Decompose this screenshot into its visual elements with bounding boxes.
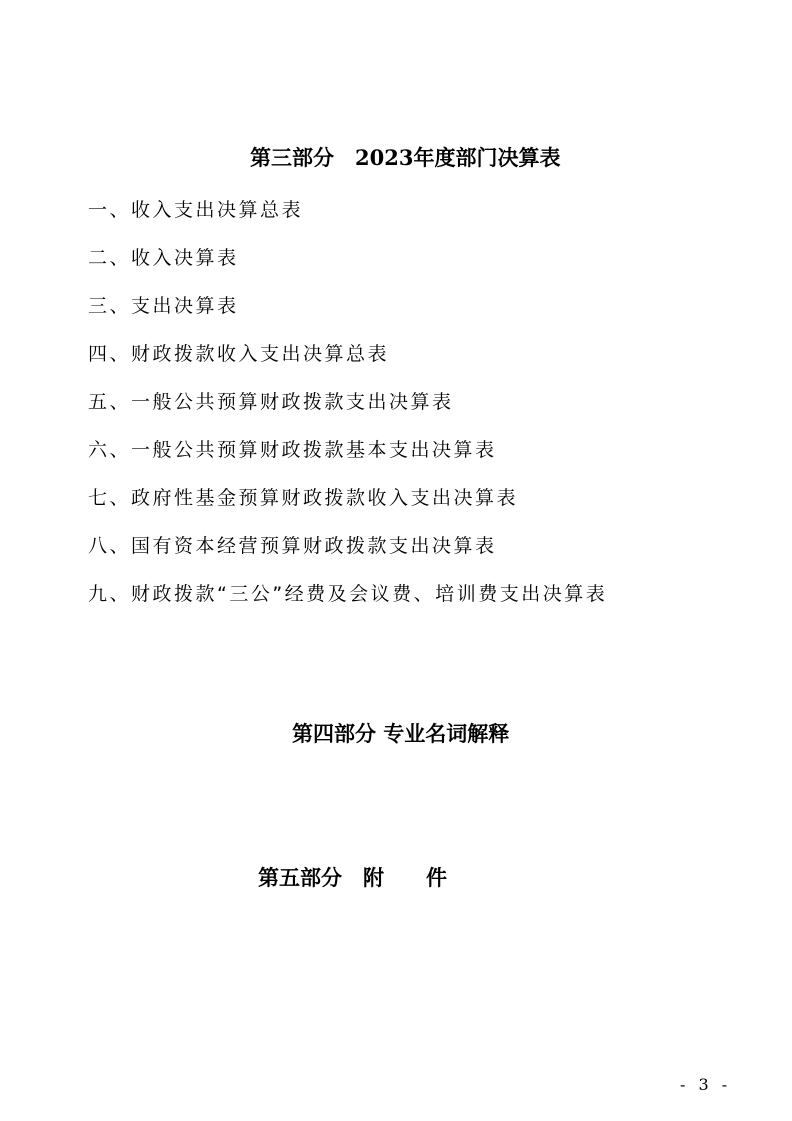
part4-heading: 第四部分 专业名词解释 <box>292 721 510 746</box>
toc-item-1: 一、收入支出决算总表 <box>88 199 304 221</box>
toc-item-7: 七、政府性基金预算财政拨款收入支出决算表 <box>88 487 519 509</box>
toc-item-8: 八、国有资本经营预算财政拨款支出决算表 <box>88 535 497 557</box>
toc-item-3: 三、支出决算表 <box>88 295 239 317</box>
toc-item-6: 六、一般公共预算财政拨款基本支出决算表 <box>88 439 497 461</box>
part3-heading: 第三部分 2023年度部门决算表 <box>250 145 561 170</box>
toc-item-2: 二、收入决算表 <box>88 247 239 269</box>
page-number: - 3 - <box>680 1075 732 1094</box>
part5-heading: 第五部分 附 件 <box>258 865 447 890</box>
toc-item-5: 五、一般公共预算财政拨款支出决算表 <box>88 391 454 413</box>
toc-item-9: 九、财政拨款“三公”经费及会议费、培训费支出决算表 <box>88 583 608 605</box>
toc-item-4: 四、财政拨款收入支出决算总表 <box>88 343 390 365</box>
